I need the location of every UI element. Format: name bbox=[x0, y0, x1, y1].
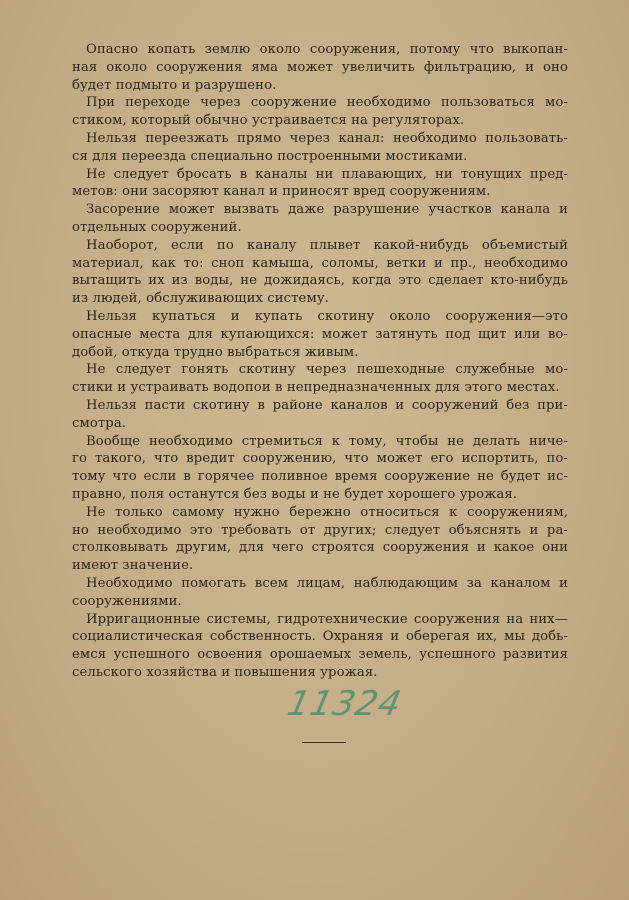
paragraph bbox=[72, 308, 568, 361]
text-line: Необходимо помогать всем лицам, наблюдающим за каналом и bbox=[86, 575, 568, 591]
text-line: Не следует гонять скотину через пешеходные служебные мо- bbox=[86, 362, 568, 378]
paragraph bbox=[72, 94, 568, 130]
text-line: Не только самому нужно бережно относиться к сооружениям, bbox=[86, 504, 568, 520]
text-line: тому что если в горячее поливное время сооружение не будет ис- bbox=[72, 469, 568, 485]
paragraph bbox=[72, 237, 568, 308]
text-line: го такого, что вредит сооружению, что может его испортить, по- bbox=[72, 451, 568, 467]
text-line: Нельзя пасти скотину в районе каналов и сооружений без при- bbox=[86, 397, 568, 413]
text-line: материал, как то: сноп камыша, соломы, ветки и пр., необходимо bbox=[72, 255, 568, 271]
handwritten-inventory-number: 11324 bbox=[283, 684, 406, 724]
document-body bbox=[72, 41, 568, 682]
text-line: отдельных сооружений. bbox=[72, 219, 242, 235]
paragraph bbox=[72, 130, 568, 166]
text-line: При переходе через сооружение необходимо пользоваться мо- bbox=[86, 95, 568, 111]
text-line: смотра. bbox=[72, 415, 127, 431]
paragraph bbox=[72, 201, 568, 237]
text-line: столковывать другим, для чего строятся сооружения и какое они bbox=[72, 540, 568, 556]
text-line: стиком, который обычно устраивается на регуляторах. bbox=[72, 113, 465, 129]
text-line: добой, откуда трудно выбраться живым. bbox=[72, 344, 359, 360]
text-line: будет подмыто и разрушено. bbox=[72, 77, 277, 93]
divider-rule bbox=[302, 742, 346, 743]
paragraph bbox=[72, 504, 568, 575]
text-line: Наоборот, если по каналу плывет какой-нибудь объемистый bbox=[86, 237, 568, 253]
text-line: Засорение может вызвать даже разрушение участков канала и bbox=[86, 202, 568, 218]
paragraph bbox=[72, 361, 568, 397]
text-line: Опасно копать землю около сооружения, потому что выкопан- bbox=[86, 42, 568, 57]
text-line: сооружениями. bbox=[72, 593, 182, 609]
text-line: Не следует бросать в каналы ни плавающих, ни тонущих пред- bbox=[86, 166, 568, 182]
text-line: социалистическая собственность. Охраняя и оберегая их, мы добь- bbox=[72, 629, 568, 645]
paragraph bbox=[72, 166, 568, 202]
text-line: из людей, обслуживающих систему. bbox=[72, 291, 329, 307]
text-line: правно, поля останутся без воды и не будет хорошего урожая. bbox=[72, 486, 518, 502]
paragraph bbox=[72, 433, 568, 504]
text-line: но необходимо это требовать от других; следует объяснять и ра- bbox=[72, 522, 568, 538]
text-line: ся для переезда специально построенными мостиками. bbox=[72, 148, 468, 164]
paragraph bbox=[72, 575, 568, 611]
text-line: Вообще необходимо стремиться к тому, чтобы не делать ниче- bbox=[86, 433, 568, 449]
text-line: Нельзя переезжать прямо через канал: необходимо пользовать- bbox=[86, 130, 568, 146]
paragraph bbox=[72, 41, 568, 94]
text-line: стики и устраивать водопои в непредназначенных для этого местах. bbox=[72, 380, 560, 396]
text-line: вытащить их из воды, не дожидаясь, когда это сделает кто-нибудь bbox=[72, 273, 568, 289]
text-line: Нельзя купаться и купать скотину около сооружения—это bbox=[86, 308, 568, 324]
paragraph bbox=[72, 397, 568, 433]
text-line: опасные места для купающихся: может затянуть под щит или во- bbox=[72, 326, 568, 342]
text-line: сельского хозяйства и повышения урожая. bbox=[72, 664, 378, 680]
text-line: ная около сооружения яма может увеличить фильтрацию, и оно bbox=[72, 59, 568, 75]
text-line: Ирригационные системы, гидротехнические сооружения на них— bbox=[86, 611, 568, 627]
paragraph bbox=[72, 611, 568, 682]
text-line: емся успешного освоения орошаемых земель, успешного развития bbox=[72, 647, 568, 663]
text-line: метов: они засоряют канал и приносят вред сооружениям. bbox=[72, 184, 491, 200]
text-line: имеют значение. bbox=[72, 558, 194, 574]
